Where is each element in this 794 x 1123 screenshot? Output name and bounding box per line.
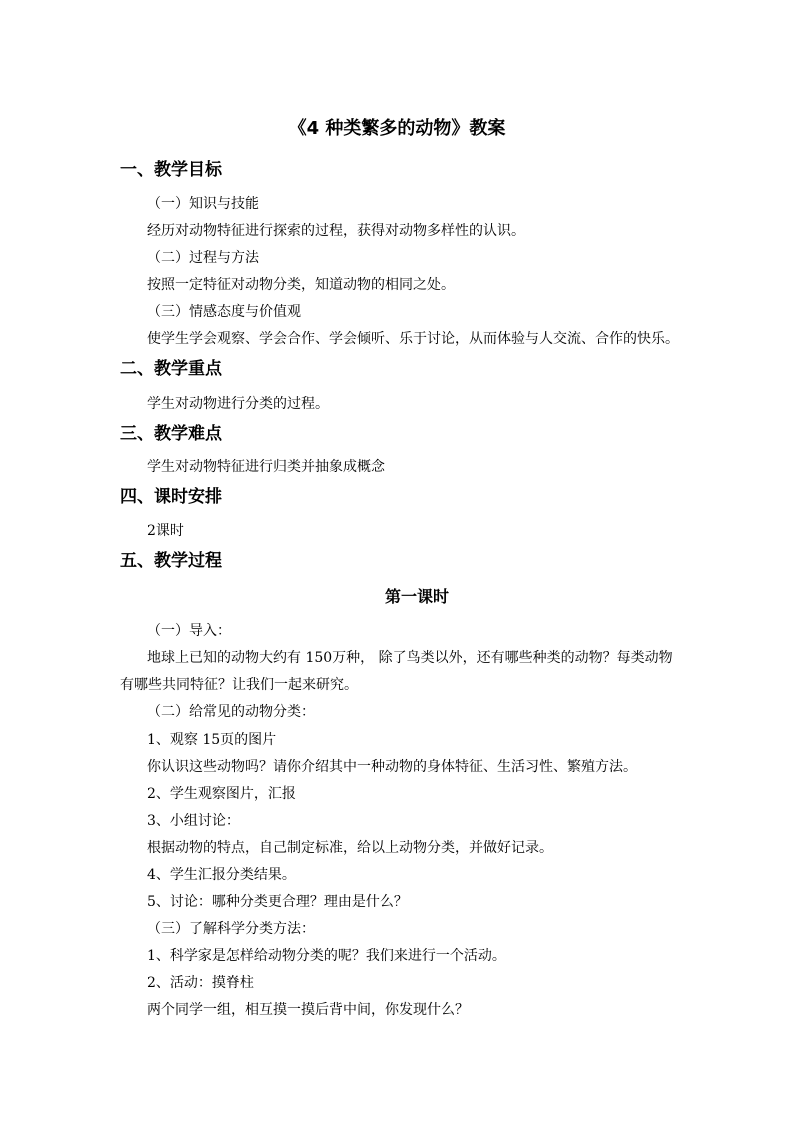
section-heading-objectives: 一、教学目标 <box>120 160 222 180</box>
list-item: 根据动物的特点，自己制定标准，给以上动物分类，并做好记录。 <box>147 840 553 856</box>
list-item: （一）导入： <box>147 623 231 639</box>
list-item: 2、学生观察图片，汇报 <box>147 786 296 802</box>
section-heading-difficulties: 三、教学难点 <box>120 424 222 444</box>
document-title: 《4 种类繁多的动物》教案 <box>288 118 506 139</box>
list-item: 2、活动：摸脊柱 <box>147 975 254 991</box>
subheading-attitude: （三）情感态度与价值观 <box>147 304 301 320</box>
paragraph: 学生对动物进行分类的过程。 <box>147 396 329 412</box>
section-heading-key-points: 二、教学重点 <box>120 359 222 379</box>
paragraph: 2课时 <box>147 523 184 539</box>
section-heading-schedule: 四、课时安排 <box>120 487 222 507</box>
list-item: 地球上已知的动物大约有 150万种， 除了鸟类以外，还有哪些种类的动物？每类动物 <box>147 650 673 666</box>
list-item: 两个同学一组，相互摸一摸后背中间，你发现什么？ <box>147 1002 469 1018</box>
paragraph: 使学生学会观察、学会合作、学会倾听、乐于讨论，从而体验与人交流、合作的快乐。 <box>147 331 679 347</box>
paragraph: 按照一定特征对动物分类，知道动物的相同之处。 <box>147 277 455 293</box>
list-item: 1、科学家是怎样给动物分类的呢？我们来进行一个活动。 <box>147 948 506 964</box>
list-item: （二）给常见的动物分类： <box>147 704 315 720</box>
list-item: 1、观察 15页的图片 <box>147 732 277 748</box>
paragraph: 经历对动物特征进行探索的过程，获得对动物多样性的认识。 <box>147 223 525 239</box>
list-item: 4、学生汇报分类结果。 <box>147 867 296 883</box>
subheading-process: （二）过程与方法 <box>147 250 259 266</box>
list-item: 3、小组讨论： <box>147 813 240 829</box>
list-item: 有哪些共同特征？让我们一起来研究。 <box>120 677 358 693</box>
lesson-title: 第一课时 <box>384 587 449 606</box>
subheading-knowledge: （一）知识与技能 <box>147 196 259 212</box>
paragraph: 学生对动物特征进行归类并抽象成概念 <box>147 459 385 475</box>
list-item: （三）了解科学分类方法： <box>147 921 315 937</box>
list-item: 5、讨论：哪种分类更合理？理由是什么？ <box>147 894 408 910</box>
section-heading-process: 五、教学过程 <box>120 551 222 571</box>
list-item: 你认识这些动物吗？请你介绍其中一种动物的身体特征、生活习性、繁殖方法。 <box>147 759 637 775</box>
